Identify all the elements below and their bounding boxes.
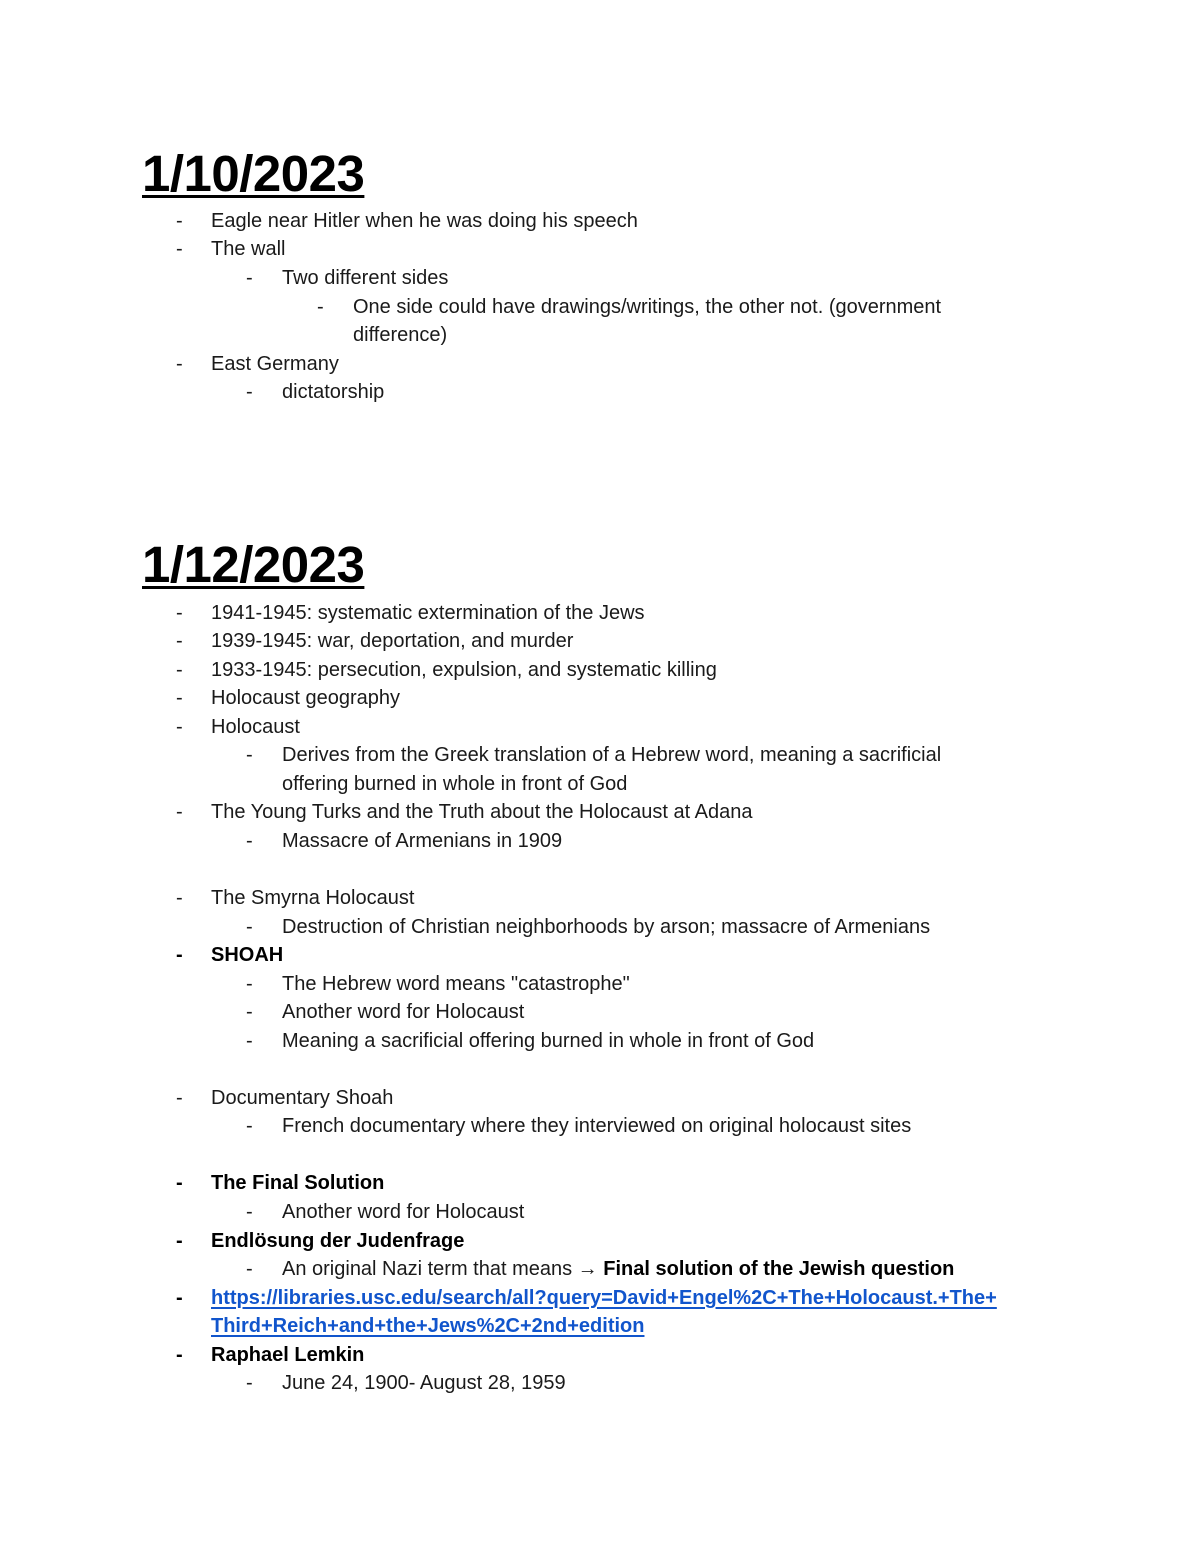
list-item: Destruction of Christian neighborhoods by arson; massacre of Armenians	[282, 916, 931, 938]
list-item: The Smyrna Holocaust	[211, 887, 415, 909]
list-item-continuation: offering burned in whole in front of God	[282, 773, 628, 795]
list-item-bold: The Final Solution	[211, 1172, 385, 1194]
list-item-prefix: An original Nazi term that means →	[282, 1258, 604, 1280]
bullet-dash: -	[176, 716, 183, 738]
list-item: Massacre of Armenians in 1909	[282, 830, 563, 852]
bullet-dash: -	[176, 210, 183, 232]
bullet-dash: -	[246, 1201, 253, 1223]
list-item: June 24, 1900- August 28, 1959	[282, 1372, 566, 1394]
list-item-bold: Endlösung der Judenfrage	[211, 1230, 465, 1252]
bullet-dash: -	[246, 267, 253, 289]
list-item: One side could have drawings/writings, the other not. (government	[353, 296, 942, 318]
list-item-emphasis: Final solution of the Jewish question	[603, 1258, 955, 1280]
bullet-dash: -	[246, 1115, 253, 1137]
bullet-dash: -	[176, 238, 183, 260]
section-date-heading: 1/10/2023	[142, 145, 365, 202]
list-item-mixed	[282, 1255, 954, 1283]
list-item: Another word for Holocaust	[282, 1201, 525, 1223]
list-item: Derives from the Greek translation of a Hebrew word, meaning a sacrificial	[282, 744, 942, 766]
bullet-dash: -	[246, 1030, 253, 1052]
bullet-dash: -	[176, 1287, 183, 1309]
bullet-dash: -	[246, 973, 253, 995]
bullet-dash: -	[176, 1344, 183, 1366]
list-item: Meaning a sacrificial offering burned in whole in front of God	[282, 1030, 815, 1052]
list-item: 1941-1945: systematic extermination of the Jews	[211, 602, 645, 624]
bullet-dash: -	[246, 916, 253, 938]
library-search-link-continuation[interactable]: Third+Reich+and+the+Jews%2C+2nd+edition	[211, 1315, 645, 1337]
bullet-dash: -	[317, 296, 324, 318]
bullet-dash: -	[176, 887, 183, 909]
bullet-dash: -	[176, 1087, 183, 1109]
section-date-heading: 1/12/2023	[142, 536, 365, 593]
bullet-dash: -	[176, 944, 183, 966]
list-item: 1933-1945: persecution, expulsion, and systematic killing	[211, 659, 717, 681]
list-item: dictatorship	[282, 381, 385, 403]
bullet-dash: -	[176, 630, 183, 652]
list-item: Another word for Holocaust	[282, 1001, 525, 1023]
list-item-bold: SHOAH	[211, 944, 284, 966]
bullet-dash: -	[246, 1001, 253, 1023]
bullet-dash: -	[176, 602, 183, 624]
list-item: Holocaust	[211, 716, 300, 738]
bullet-dash: -	[246, 1258, 253, 1280]
bullet-dash: -	[246, 744, 253, 766]
list-item: Holocaust geography	[211, 687, 401, 709]
bullet-dash: -	[246, 830, 253, 852]
list-item: The Young Turks and the Truth about the Holocaust at Adana	[211, 801, 753, 823]
list-item: Two different sides	[282, 267, 449, 289]
bullet-dash: -	[176, 1172, 183, 1194]
list-item: French documentary where they interviewed on original holocaust sites	[282, 1115, 912, 1137]
bullet-dash: -	[176, 353, 183, 375]
bullet-dash: -	[176, 687, 183, 709]
list-item: East Germany	[211, 353, 339, 375]
bullet-dash: -	[246, 381, 253, 403]
list-item-continuation: difference)	[353, 324, 448, 346]
bullet-dash: -	[246, 1372, 253, 1394]
bullet-dash: -	[176, 801, 183, 823]
list-item: Eagle near Hitler when he was doing his speech	[211, 210, 638, 232]
library-search-link[interactable]: https://libraries.usc.edu/search/all?query=David+Engel%2C+The+Holocaust.+The+	[211, 1287, 997, 1309]
list-item: The Hebrew word means "catastrophe"	[282, 973, 630, 995]
bullet-dash: -	[176, 659, 183, 681]
list-item: Documentary Shoah	[211, 1087, 394, 1109]
list-item: The wall	[211, 238, 286, 260]
list-item-bold: Raphael Lemkin	[211, 1344, 365, 1366]
bullet-dash: -	[176, 1230, 183, 1252]
list-item: 1939-1945: war, deportation, and murder	[211, 630, 574, 652]
